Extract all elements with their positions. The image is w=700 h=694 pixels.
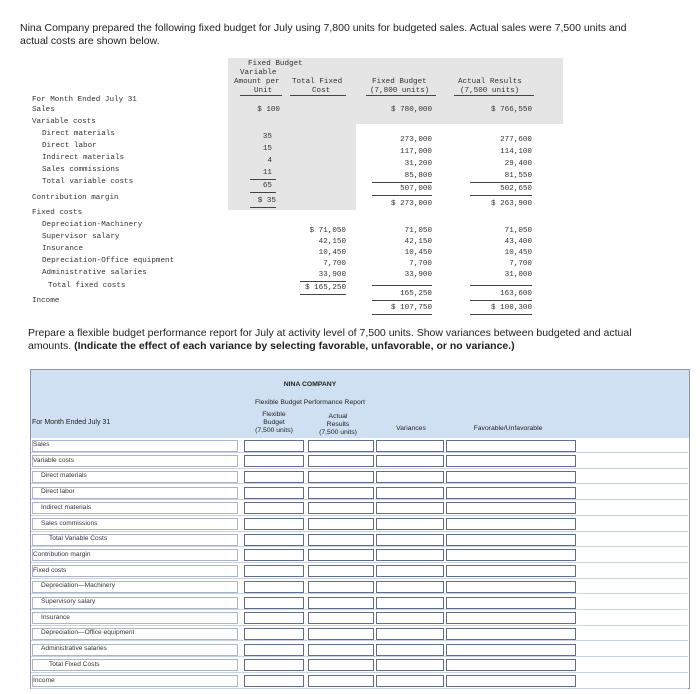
budget-amount-value: 33,900: [404, 271, 432, 279]
favorable-unfavorable-select[interactable]: [446, 581, 576, 593]
favorable-unfavorable-select[interactable]: [446, 534, 576, 546]
report-row-label: Contribution margin: [33, 550, 91, 558]
actual-amount-value: 10,450: [504, 249, 532, 257]
flexible-budget-header: Flexible Budget (7,500 units): [255, 411, 293, 434]
variance-cell[interactable]: [376, 471, 444, 483]
flexible-budget-cell[interactable]: [244, 502, 304, 514]
variance-cell[interactable]: [376, 628, 444, 640]
variance-cell[interactable]: [376, 565, 444, 577]
report-row-label: Supervisory salary: [41, 598, 96, 605]
actual-results-cell[interactable]: [308, 440, 374, 452]
report-row-label: Fixed costs: [33, 566, 67, 574]
budget-unit-value: 65: [262, 182, 272, 190]
variance-cell[interactable]: [376, 502, 444, 514]
budget-amount-value: 117,000: [400, 148, 432, 156]
budget-row-label: Contribution margin: [32, 194, 119, 202]
budget-row-label: Income: [32, 297, 60, 305]
flexible-budget-cell[interactable]: [244, 518, 304, 530]
flexible-budget-cell[interactable]: [244, 659, 304, 671]
favorable-unfavorable-select[interactable]: [446, 549, 576, 561]
actual-amount-value: $ 263,900: [490, 200, 532, 208]
actual-results-cell[interactable]: [308, 549, 374, 561]
report-row-label: Insurance: [41, 613, 70, 621]
budget-row-label: Supervisor salary: [42, 233, 120, 241]
favorable-unfavorable-select[interactable]: [446, 612, 576, 624]
actual-results-header: Actual Results (7,500 units): [319, 413, 357, 436]
actual-results-cell[interactable]: [308, 644, 374, 656]
problem-statement-line-2: actual costs are shown below.: [20, 35, 160, 47]
budget-row-label: Total fixed costs: [48, 282, 126, 290]
report-row-label: Administrative salaries: [41, 645, 107, 653]
budget-unit-value: 11: [262, 169, 272, 177]
col-fixed-budget-title: Fixed Budget: [372, 78, 427, 86]
instructions-bold-note: (Indicate the effect of each variance by selecting favorable, unfavorable, or no variance.): [74, 340, 515, 352]
col-amount-per-label: Amount per: [234, 78, 280, 86]
budget-amount-value: 7,700: [409, 260, 432, 268]
budget-fixed-value: $ 165,250: [304, 284, 346, 292]
col-fixed-budget-units: (7,800 units): [370, 87, 430, 95]
col-cost-label: Cost: [312, 87, 331, 95]
instructions-line-1: Prepare a flexible budget performance report for July at activity level of 7,500 units. Show variances between budgeted and actual: [28, 327, 632, 339]
budget-row-label: Sales commissions: [42, 166, 120, 174]
flexible-budget-cell[interactable]: [244, 487, 304, 499]
budget-row-label: Administrative salaries: [42, 269, 147, 277]
actual-amount-value: 163,600: [500, 290, 532, 298]
report-row-label: Income: [33, 676, 55, 684]
report-row-label: Total Variable Costs: [49, 535, 108, 543]
actual-results-cell[interactable]: [308, 581, 374, 593]
row-label-input[interactable]: [32, 675, 238, 687]
col-total-fixed-label: Total Fixed: [292, 78, 343, 86]
report-company: NINA COMPANY: [283, 381, 337, 388]
budget-amount-value: 71,050: [404, 227, 432, 235]
budget-amount-value: 10,450: [404, 249, 432, 257]
actual-amount-value: 277,600: [500, 136, 532, 144]
favorable-unfavorable-select[interactable]: [446, 518, 576, 530]
flexible-budget-cell[interactable]: [244, 565, 304, 577]
favorable-unfavorable-select[interactable]: [446, 440, 576, 452]
budget-row-label: Sales: [32, 106, 55, 114]
row-label-input[interactable]: [32, 440, 238, 452]
flexible-budget-cell[interactable]: [244, 455, 304, 467]
budget-unit-value: 15: [262, 145, 272, 153]
actual-results-cell[interactable]: [308, 628, 374, 640]
actual-results-cell[interactable]: [308, 612, 374, 624]
budget-amount-value: 31,200: [404, 160, 432, 168]
budget-unit-value: $ 100: [257, 106, 280, 114]
budget-row-label: Direct labor: [42, 142, 97, 150]
favorable-unfavorable-select[interactable]: [446, 471, 576, 483]
report-row-label: Sales commissions: [41, 519, 98, 527]
budget-row-label: Insurance: [42, 245, 84, 253]
budget-amount-value: 42,150: [404, 238, 432, 246]
budget-fixed-value: 7,700: [323, 260, 346, 268]
actual-amount-value: 31,000: [504, 271, 532, 279]
variances-header: Variances: [396, 425, 426, 432]
col-actual-results-units: (7,500 units): [460, 87, 520, 95]
budget-amount-value: 85,800: [404, 172, 432, 180]
flexible-budget-cell[interactable]: [244, 628, 304, 640]
actual-amount-value: 114,100: [500, 148, 532, 156]
budget-row-label: Indirect materials: [42, 154, 125, 162]
report-row-label: Sales: [33, 441, 50, 448]
actual-results-cell[interactable]: [308, 471, 374, 483]
actual-results-cell[interactable]: [308, 534, 374, 546]
variance-cell[interactable]: [376, 644, 444, 656]
budget-unit-value: 35: [262, 133, 272, 141]
col-unit-label: Unit: [254, 87, 273, 95]
actual-results-cell[interactable]: [308, 487, 374, 499]
variance-cell[interactable]: [376, 612, 444, 624]
budget-amount-value: $ 273,000: [390, 200, 432, 208]
actual-amount-value: 81,550: [504, 172, 532, 180]
budget-row-label: Depreciation-Office equipment: [42, 257, 175, 265]
report-period: For Month Ended July 31: [32, 419, 111, 426]
actual-results-cell[interactable]: [308, 659, 374, 671]
budget-row-label: Total variable costs: [42, 178, 134, 186]
flexible-budget-cell[interactable]: [244, 534, 304, 546]
variance-cell[interactable]: [376, 487, 444, 499]
variance-cell[interactable]: [376, 659, 444, 671]
favorable-unfavorable-select[interactable]: [446, 675, 576, 687]
budget-amount-value: 507,000: [400, 185, 432, 193]
favorable-unfavorable-select[interactable]: [446, 565, 576, 577]
budget-row-label: Fixed costs: [32, 209, 83, 217]
actual-amount-value: 7,700: [509, 260, 532, 268]
actual-amount-value: 71,050: [504, 227, 532, 235]
budget-amount-value: 273,000: [400, 136, 432, 144]
actual-results-cell[interactable]: [308, 675, 374, 687]
col-variable-label: Variable: [240, 69, 277, 77]
variance-cell[interactable]: [376, 455, 444, 467]
favorable-unfavorable-select[interactable]: [446, 502, 576, 514]
favorable-unfavorable-select[interactable]: [446, 455, 576, 467]
col-fixed-budget-label: Fixed Budget: [248, 60, 303, 68]
report-row-label: Direct labor: [41, 488, 75, 496]
actual-amount-value: $ 100,300: [490, 304, 532, 312]
report-row-label: Direct materials: [41, 472, 87, 480]
actual-amount-value: $ 766,550: [490, 106, 532, 114]
budget-fixed-value: 10,450: [318, 249, 346, 257]
flexible-budget-cell[interactable]: [244, 440, 304, 452]
favorable-unfavorable-header: Favorable/Unfavorable: [473, 425, 543, 432]
actual-amount-value: 29,400: [504, 160, 532, 168]
report-row-label: Depreciation—Machinery: [41, 582, 116, 590]
actual-results-cell[interactable]: [308, 502, 374, 514]
problem-statement-line-1: Nina Company prepared the following fixed budget for July using 7,800 units for budgeted sales. Actual sales were 7,500 units and: [20, 22, 627, 34]
flexible-budget-cell[interactable]: [244, 471, 304, 483]
flexible-budget-cell[interactable]: [244, 644, 304, 656]
instructions-line-2: amounts. (Indicate the effect of each variance by selecting favorable, unfavorable, or no variance.): [28, 340, 515, 352]
actual-results-cell[interactable]: [308, 565, 374, 577]
report-row-label: Indirect materials: [41, 503, 92, 511]
report-row-label: Variable costs: [33, 456, 74, 464]
variance-cell[interactable]: [376, 597, 444, 609]
budget-unit-value: $ 35: [257, 197, 276, 205]
report-row-label: Total Fixed Costs: [49, 660, 100, 668]
favorable-unfavorable-select[interactable]: [446, 644, 576, 656]
budget-unit-value: 4: [267, 157, 272, 165]
variance-cell[interactable]: [376, 549, 444, 561]
flexible-budget-cell[interactable]: [244, 612, 304, 624]
flexible-budget-cell[interactable]: [244, 597, 304, 609]
actual-amount-value: 502,650: [500, 185, 532, 193]
report-title: Flexible Budget Performance Report: [255, 399, 365, 406]
favorable-unfavorable-select[interactable]: [446, 628, 576, 640]
budget-row-label: Direct materials: [42, 130, 115, 138]
budget-row-label: Depreciation-Machinery: [42, 221, 143, 229]
budget-fixed-value: $ 71,050: [309, 227, 346, 235]
variance-cell[interactable]: [376, 534, 444, 546]
budget-row-label: Variable costs: [32, 118, 96, 126]
favorable-unfavorable-select[interactable]: [446, 487, 576, 499]
flexible-budget-cell[interactable]: [244, 675, 304, 687]
variance-cell[interactable]: [376, 440, 444, 452]
actual-results-cell[interactable]: [308, 597, 374, 609]
budget-fixed-value: 42,150: [318, 238, 346, 246]
flexible-budget-cell[interactable]: [244, 549, 304, 561]
actual-results-cell[interactable]: [308, 455, 374, 467]
favorable-unfavorable-select[interactable]: [446, 597, 576, 609]
variance-cell[interactable]: [376, 518, 444, 530]
variance-cell[interactable]: [376, 581, 444, 593]
favorable-unfavorable-select[interactable]: [446, 659, 576, 671]
budget-period-label: For Month Ended July 31: [32, 96, 137, 104]
report-row-label: Depreciation—Office equipment: [41, 629, 135, 637]
variance-cell[interactable]: [376, 675, 444, 687]
actual-results-cell[interactable]: [308, 518, 374, 530]
actual-amount-value: 43,400: [504, 238, 532, 246]
budget-amount-value: $ 780,000: [390, 106, 432, 114]
budget-amount-value: $ 107,750: [390, 304, 432, 312]
col-actual-results-title: Actual Results: [458, 78, 522, 86]
flexible-budget-cell[interactable]: [244, 581, 304, 593]
budget-fixed-value: 33,900: [318, 271, 346, 279]
budget-amount-value: 165,250: [400, 290, 432, 298]
